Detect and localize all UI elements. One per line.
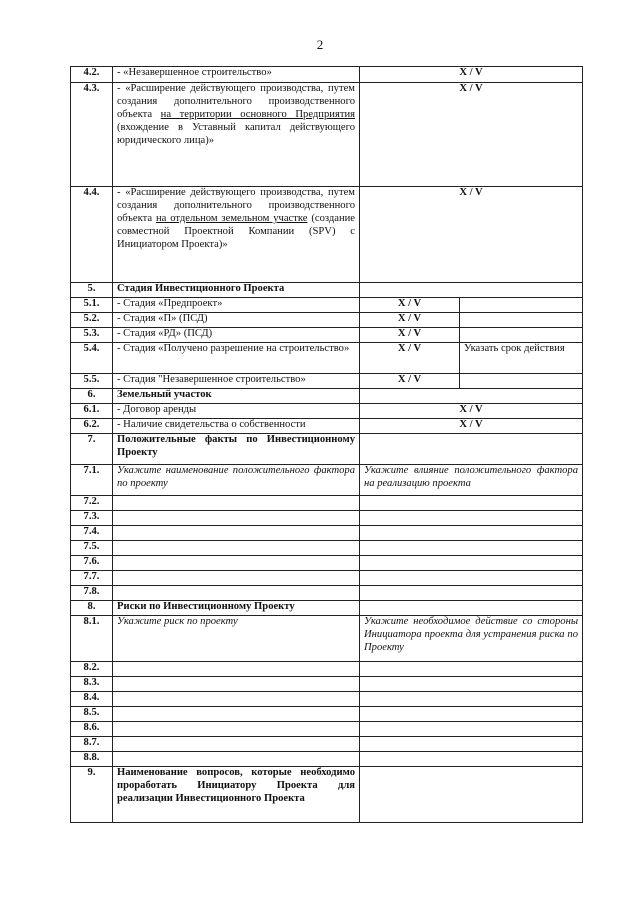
xv-mark[interactable]: X / V	[360, 187, 583, 283]
positive-factor-cell[interactable]: Укажите наименование положительного фактора по проекту	[113, 465, 360, 496]
table-row	[71, 328, 583, 343]
xv-mark[interactable]: X / V	[360, 83, 583, 187]
factor-impact-cell[interactable]: Укажите влияние положительного фактора на реализацию проекта	[360, 465, 583, 496]
row-description	[113, 83, 360, 187]
row-description: - Стадия «Получено разрешение на строительство»	[113, 343, 360, 374]
description-text: (вхождение в Уставный капитал действующего юридического лица)»	[117, 121, 355, 146]
row-number: 6.1.	[71, 404, 113, 419]
row-description: - Стадия "Незавершенное строительство»	[113, 374, 360, 389]
xv-mark[interactable]: X / V	[360, 404, 583, 419]
input-cell[interactable]	[360, 767, 583, 823]
section-header-row	[71, 283, 583, 298]
table-row	[71, 722, 583, 737]
input-cell[interactable]	[360, 571, 583, 586]
row-number: 8.2.	[71, 662, 113, 677]
page-number: 2	[316, 37, 324, 52]
table-row	[71, 67, 583, 83]
input-cell[interactable]	[113, 752, 360, 767]
row-number: 8.1.	[71, 616, 113, 662]
input-cell[interactable]	[360, 692, 583, 707]
input-cell[interactable]	[113, 737, 360, 752]
xv-mark[interactable]: X / V	[360, 343, 460, 374]
table-row	[71, 511, 583, 526]
row-number: 8.6.	[71, 722, 113, 737]
table-row	[71, 83, 583, 187]
row-description: - Стадия «РД» (ПСД)	[113, 328, 360, 343]
table-row	[71, 616, 583, 662]
empty-cell	[360, 434, 583, 465]
row-number: 5.	[71, 283, 113, 298]
row-number: 8.4.	[71, 692, 113, 707]
table-row	[71, 526, 583, 541]
underlined-text: на территории основного Предприятия	[160, 108, 355, 120]
note-cell[interactable]	[460, 313, 583, 328]
input-cell[interactable]	[113, 662, 360, 677]
note-cell[interactable]: Указать срок действия	[460, 343, 583, 374]
table-row	[71, 571, 583, 586]
input-cell[interactable]	[360, 662, 583, 677]
section-title: Положительные факты по Инвестиционному Проекту	[113, 434, 360, 465]
note-cell[interactable]	[460, 374, 583, 389]
xv-mark[interactable]: X / V	[360, 67, 583, 83]
row-number: 7.4.	[71, 526, 113, 541]
input-cell[interactable]	[360, 556, 583, 571]
table-row	[71, 541, 583, 556]
input-cell[interactable]	[113, 692, 360, 707]
xv-mark[interactable]: X / V	[360, 298, 460, 313]
empty-cell	[360, 389, 583, 404]
input-cell[interactable]	[113, 722, 360, 737]
table-row	[71, 677, 583, 692]
input-cell[interactable]	[360, 752, 583, 767]
table-row	[71, 404, 583, 419]
section-title: Наименование вопросов, которые необходимо проработать Инициатору Проекта для реализации Инвестиционного Проекта	[113, 767, 360, 823]
row-number: 5.4.	[71, 343, 113, 374]
input-cell[interactable]	[360, 586, 583, 601]
table-row	[71, 752, 583, 767]
table-row	[71, 313, 583, 328]
table-row	[71, 692, 583, 707]
xv-mark[interactable]: X / V	[360, 419, 583, 434]
section-header-row	[71, 767, 583, 823]
row-number: 5.3.	[71, 328, 113, 343]
description-text: (создание совместной Проектной Компании (SPV) с Инициатором Проекта)»	[117, 212, 355, 250]
row-number: 5.5.	[71, 374, 113, 389]
xv-mark[interactable]: X / V	[360, 328, 460, 343]
row-number: 6.	[71, 389, 113, 404]
description-text: - «Расширение действующего производства, путем создания дополнительного производственного объекта	[117, 83, 355, 120]
note-cell[interactable]	[460, 298, 583, 313]
table-row	[71, 662, 583, 677]
empty-cell	[360, 601, 583, 616]
row-number: 5.1.	[71, 298, 113, 313]
input-cell[interactable]	[360, 526, 583, 541]
row-description: - Стадия «Предпроект»	[113, 298, 360, 313]
row-description: - Наличие свидетельства о собственности	[113, 419, 360, 434]
table-row	[71, 737, 583, 752]
input-cell[interactable]	[360, 496, 583, 511]
row-number: 7.2.	[71, 496, 113, 511]
section-header-row	[71, 601, 583, 616]
table-row	[71, 298, 583, 313]
row-number: 8.3.	[71, 677, 113, 692]
input-cell[interactable]	[113, 556, 360, 571]
input-cell[interactable]	[113, 511, 360, 526]
row-number: 5.2.	[71, 313, 113, 328]
input-cell[interactable]	[113, 496, 360, 511]
row-number: 9.	[71, 767, 113, 823]
note-cell[interactable]	[460, 328, 583, 343]
row-number: 7.6.	[71, 556, 113, 571]
table-row	[71, 465, 583, 496]
section-title: Стадия Инвестиционного Проекта	[113, 283, 360, 298]
input-cell[interactable]	[113, 526, 360, 541]
section-header-row	[71, 389, 583, 404]
table-row	[71, 419, 583, 434]
investment-project-form-table	[70, 66, 583, 823]
input-cell[interactable]	[360, 707, 583, 722]
row-number: 4.2.	[71, 67, 113, 83]
input-cell[interactable]	[113, 707, 360, 722]
row-description: - «Незавершенное строительство»	[113, 67, 360, 83]
description-text: - «Расширение действующего производства, путем создания дополнительного производственного объекта	[117, 187, 355, 224]
row-number: 4.3.	[71, 83, 113, 187]
table-row	[71, 707, 583, 722]
row-number: 8.8.	[71, 752, 113, 767]
row-description	[113, 187, 360, 283]
section-title: Земельный участок	[113, 389, 360, 404]
row-number: 8.7.	[71, 737, 113, 752]
table-row	[71, 343, 583, 374]
xv-mark[interactable]: X / V	[360, 313, 460, 328]
row-number: 7.3.	[71, 511, 113, 526]
input-cell[interactable]	[113, 571, 360, 586]
row-number: 7.8.	[71, 586, 113, 601]
section-title: Риски по Инвестиционному Проекту	[113, 601, 360, 616]
table-row	[71, 187, 583, 283]
input-cell[interactable]	[113, 541, 360, 556]
table-row	[71, 496, 583, 511]
input-cell[interactable]	[360, 541, 583, 556]
table-row	[71, 556, 583, 571]
table-row	[71, 374, 583, 389]
section-header-row	[71, 434, 583, 465]
input-cell[interactable]	[360, 737, 583, 752]
underlined-text: на отдельном земельном участке	[155, 212, 308, 224]
row-number: 7.	[71, 434, 113, 465]
input-cell[interactable]	[113, 677, 360, 692]
xv-mark[interactable]: X / V	[360, 374, 460, 389]
row-number: 8.5.	[71, 707, 113, 722]
empty-cell	[360, 283, 583, 298]
row-description: - Договор аренды	[113, 404, 360, 419]
input-cell[interactable]	[360, 511, 583, 526]
row-number: 7.5.	[71, 541, 113, 556]
row-number: 7.1.	[71, 465, 113, 496]
row-number: 6.2.	[71, 419, 113, 434]
row-number: 7.7.	[71, 571, 113, 586]
table-row	[71, 586, 583, 601]
row-number: 8.	[71, 601, 113, 616]
input-cell[interactable]	[360, 722, 583, 737]
row-description: - Стадия «П» (ПСД)	[113, 313, 360, 328]
risk-cell[interactable]: Укажите риск по проекту	[113, 616, 360, 662]
input-cell[interactable]	[113, 586, 360, 601]
row-number: 4.4.	[71, 187, 113, 283]
input-cell[interactable]	[360, 677, 583, 692]
risk-action-cell[interactable]: Укажите необходимое действие со стороны Инициатора проекта для устранения риска по Проекту	[360, 616, 583, 662]
